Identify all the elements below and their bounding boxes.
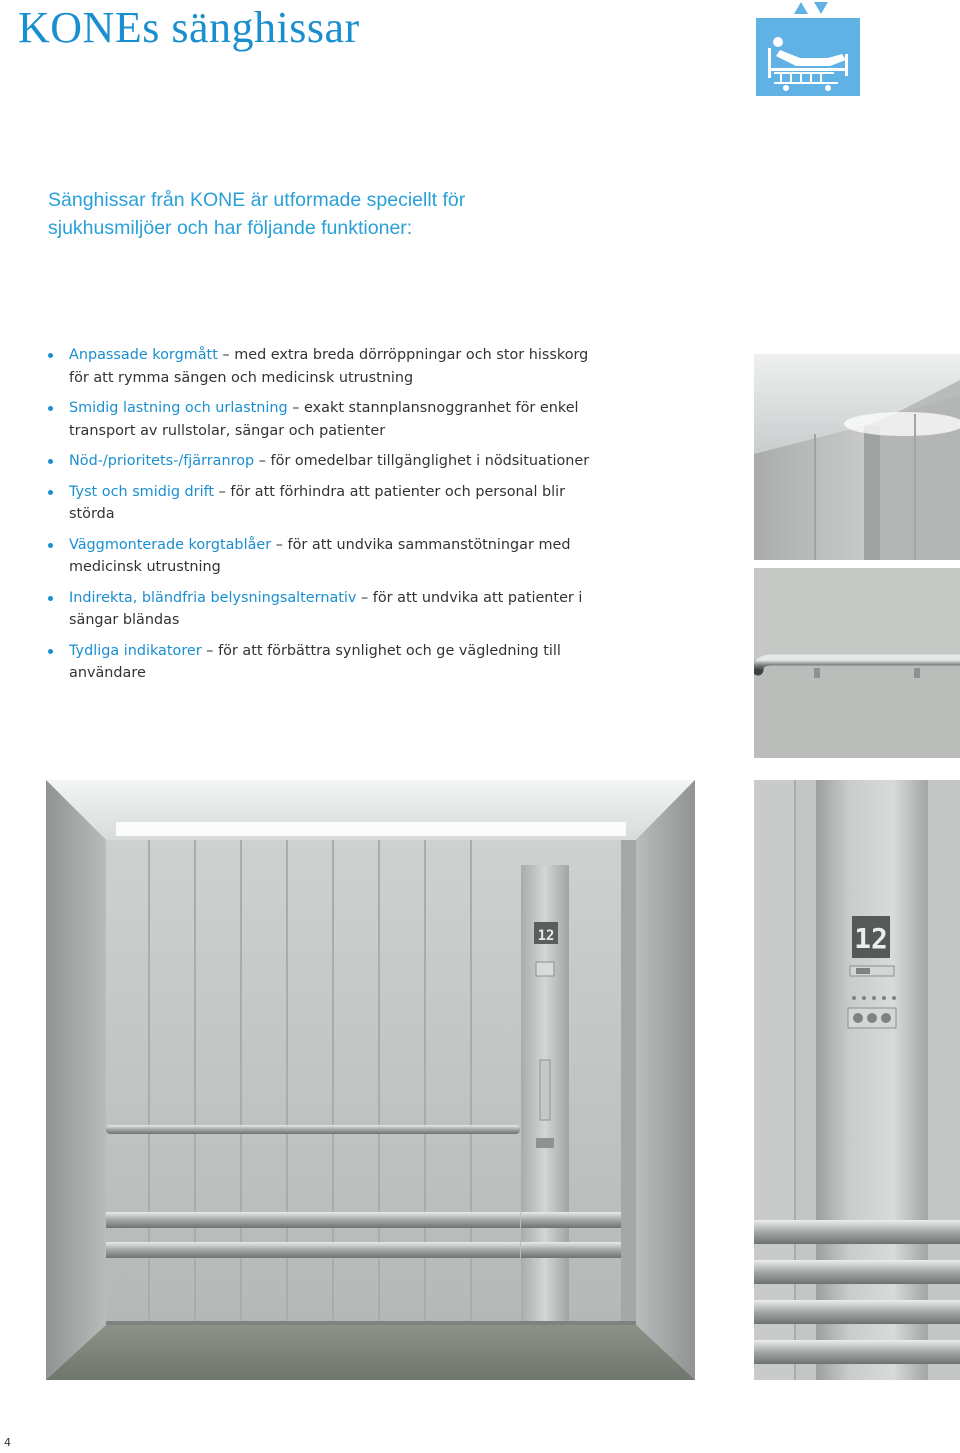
page-title: KONEs sänghissar: [18, 3, 360, 52]
feature-dash: –: [258, 453, 266, 469]
feature-term: Tyst och smidig drift: [69, 483, 215, 500]
bullet-icon: [48, 353, 53, 358]
feature-text: för omedelbar tillgänglighet i nödsituationer: [270, 453, 590, 469]
bullet-icon: [48, 543, 53, 548]
floor-display-panel: 12: [854, 922, 888, 955]
feature-term: Nöd-/prioritets-/fjärranrop: [69, 453, 255, 469]
feature-text: för att undvika att patienter i sängar bländas: [69, 589, 583, 628]
bullet-icon: [48, 459, 53, 464]
feature-item: [48, 534, 608, 579]
photo-handrail: [754, 568, 960, 758]
feature-term: Smidig lastning och urlastning: [69, 400, 288, 416]
feature-text: för att förhindra att patienter och personal blir störda: [69, 483, 566, 522]
feature-text: med extra breda dörröppningar och stor hisskorg för att rymma sängen och medicinsk utrustning: [69, 347, 589, 386]
feature-item: [48, 450, 608, 473]
feature-item: [48, 481, 608, 526]
feature-text: exakt stannplansnoggranhet för enkel transport av rullstolar, sängar och patienter: [69, 400, 579, 439]
feature-list: [48, 344, 608, 693]
page-number: 4: [4, 1436, 11, 1449]
intro-line-1: Sänghissar från KONE är utformade speciellt för: [48, 189, 466, 211]
bullet-icon: [48, 490, 53, 495]
bullet-icon: [48, 596, 53, 601]
feature-text: för att undvika sammanstötningar med medicinsk utrustning: [69, 536, 571, 575]
photo-ceiling-corner: [754, 354, 960, 560]
feature-item: [48, 344, 608, 389]
feature-dash: –: [218, 483, 226, 500]
elevator-arrows-icon: [792, 1, 832, 15]
feature-item: [48, 587, 608, 632]
feature-dash: –: [222, 347, 230, 363]
feature-dash: –: [206, 642, 214, 659]
hospital-bed-icon: [756, 18, 860, 96]
feature-item: [48, 397, 608, 442]
feature-term: Tydliga indikatorer: [69, 642, 202, 659]
photo-operating-panel: [754, 780, 960, 1380]
intro-text: [48, 186, 608, 242]
bullet-icon: [48, 649, 53, 654]
bullet-icon: [48, 406, 53, 411]
floor-display-main: 12: [537, 928, 555, 944]
feature-term: Väggmonterade korgtablåer: [69, 536, 272, 553]
feature-term: Anpassade korgmått: [69, 347, 218, 363]
photo-elevator-interior: [46, 780, 695, 1380]
feature-text: för att förbättra synlighet och ge vägledning till användare: [69, 642, 561, 681]
intro-line-2: sjukhusmiljöer och har följande funktioner:: [48, 217, 413, 239]
feature-dash: –: [361, 589, 369, 606]
feature-dash: –: [275, 536, 283, 553]
feature-dash: –: [292, 400, 300, 416]
hospital-bed-logo: [756, 18, 860, 96]
feature-item: [48, 640, 608, 685]
feature-term: Indirekta, bländfria belysningsalternativ: [69, 589, 357, 606]
